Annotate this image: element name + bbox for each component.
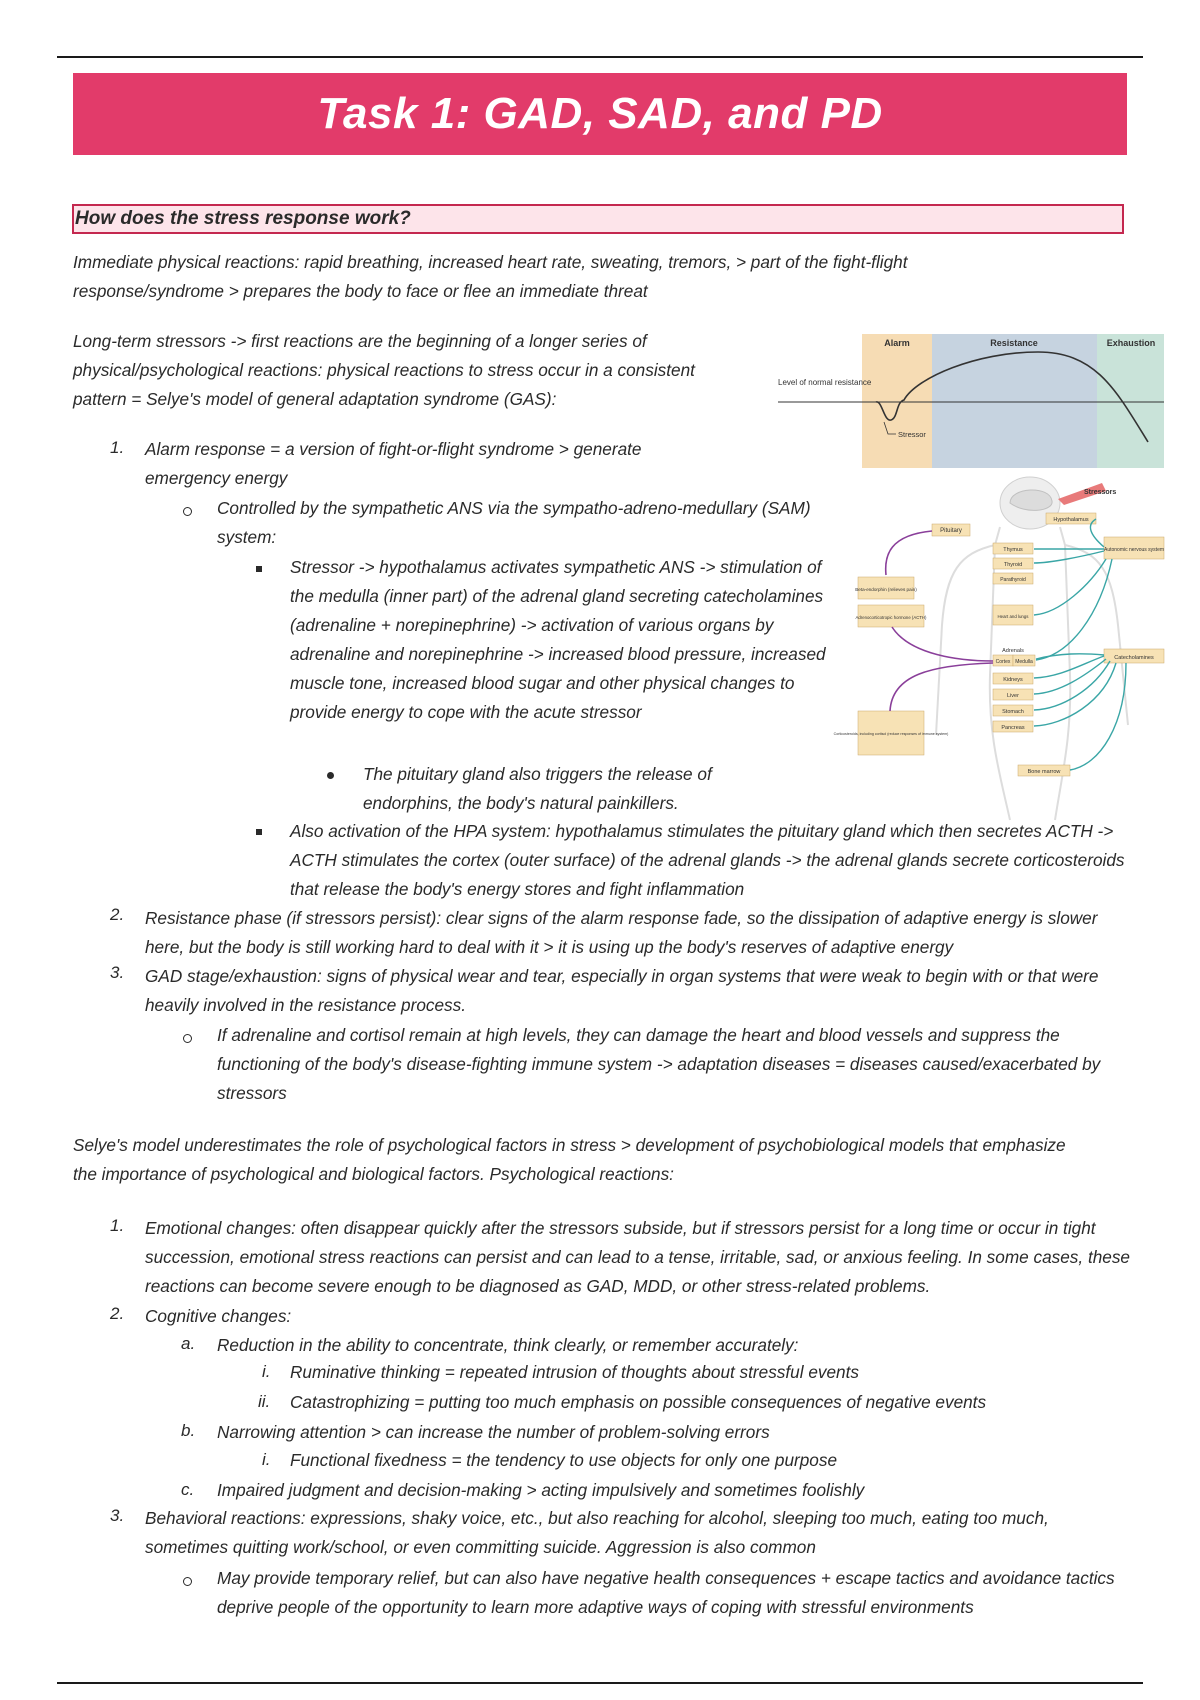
gas-pituitary-item: The pituitary gland also triggers the release of endorphins, the body's natural painkillers. (363, 764, 712, 813)
list-roman: ii. (258, 1392, 271, 1411)
list-roman: i. (262, 1450, 271, 1469)
kidneys-label: Kidneys (1003, 677, 1023, 683)
gas-hpa-item: Also activation of the HPA system: hypothalamus stimulates the pituitary gland which then secretes ACTH -> ACTH stimulates the cortex (outer surface) of the adrenal glands -> the adrenal glands secrete corticosteroids that release the body's energy stores and fight inflammation (290, 821, 1125, 899)
page-title: Task 1: GAD, SAD, and PD (317, 89, 883, 138)
adrenals-label: Adrenals (1002, 648, 1024, 654)
hypothalamus-label: Hypothalamus (1053, 517, 1089, 523)
baseline-label: Level of normal resistance (778, 378, 872, 387)
alarm-phase-band (862, 334, 932, 468)
beta-endorphin-label: Beta-endorphin (relieves pain) (855, 587, 917, 592)
adrenal-cortex-label: Cortex (995, 659, 1011, 665)
gas-resistance-item: Resistance phase (if stressors persist): clear signs of the alarm response fade, so the dissipation of adaptive energy is slower here, but the body is still working hard to deal with it > it is using up the body's reserves of adaptive energy (145, 908, 1098, 957)
adrenal-to-cortisol-arrow (890, 663, 993, 711)
bottom-rule (57, 1682, 1143, 1684)
resistance-phase-label: Resistance (990, 338, 1038, 348)
psych-emotional-item: Emotional changes: often disappear quickly after the stressors subside, but if stressors persist for a long time or occur in tight succession, emotional stress reactions can persist and can lead to a tense, irritable, sad, or anxious feeling. In some cases, these reactions can become severe enough to be diagnosed as GAD, MDD, or other stress-related problems. (145, 1218, 1130, 1296)
parathyroid-label: Parathyroid (1000, 577, 1026, 583)
stressors-label: Stressors (1084, 489, 1117, 496)
square-bullet (256, 566, 262, 572)
square-bullet (256, 829, 262, 835)
psych-cognitive-a: Reduction in the ability to concentrate, think clearly, or remember accurately: (217, 1335, 799, 1355)
list-letter: a. (181, 1334, 196, 1353)
heart-lungs-label: Heart and lungs (997, 614, 1029, 619)
adrenal-medulla-label: Medulla (1015, 659, 1033, 665)
list-roman: i. (262, 1362, 271, 1381)
psych-cognitive-b-i: Functional fixedness = the tendency to use objects for only one purpose (290, 1450, 838, 1470)
gas-exhaustion-item: GAD stage/exhaustion: signs of physical wear and tear, especially in organ systems that were weak to begin with or that were heavily involved in the resistance process. (145, 966, 1099, 1015)
psych-behavioral-item: Behavioral reactions: expressions, shaky voice, etc., but also reaching for alcohol, sleeping too much, eating too much, sometimes quitting work/school, or even committing suicide. Aggression is also common (145, 1508, 1049, 1557)
psych-cognitive-item: Cognitive changes: (145, 1306, 292, 1326)
psych-cognitive-c: Impaired judgment and decision-making > acting impulsively and sometimes foolishly (217, 1480, 865, 1500)
gas-chart-figure (776, 330, 1168, 472)
circle-bullet (183, 1034, 192, 1043)
list-number: 1. (110, 438, 125, 457)
gas-adrenaline-item: If adrenaline and cortisol remain at high levels, they can damage the heart and blood vessels and suppress the functioning of the body's disease-fighting immune system -> adaptation diseases = diseases caused/exacerbated by stressors (217, 1025, 1101, 1103)
psych-cognitive-a-ii: Catastrophizing = putting too much emphasis on possible consequences of negative events (290, 1392, 987, 1412)
psych-relief-item: May provide temporary relief, but can also have negative health consequences + escape tactics and avoidance tactics deprive people of the opportunity to learn more adaptive ways of coping with stressful environments (217, 1568, 1115, 1617)
catecholamines-label: Catecholamines (1114, 655, 1154, 661)
top-rule (57, 56, 1143, 58)
pancreas-label: Pancreas (1001, 725, 1025, 731)
list-letter: b. (181, 1421, 196, 1440)
ans-to-adrenal-arrow (1036, 559, 1112, 660)
stress-body-diagram (833, 475, 1170, 820)
list-letter: c. (181, 1480, 195, 1499)
circle-bullet (183, 1577, 192, 1586)
exhaustion-phase-band (1097, 334, 1164, 468)
ans-label: Autonomic nervous system (1103, 547, 1165, 553)
stressor-label: Stressor (898, 430, 926, 439)
dot-bullet (327, 772, 334, 779)
circle-bullet (183, 507, 192, 516)
thymus-label: Thymus (1003, 547, 1023, 553)
resistance-phase-band (932, 334, 1097, 468)
alarm-phase-label: Alarm (884, 338, 910, 348)
bone-marrow-label: Bone marrow (1027, 769, 1061, 775)
psych-cognitive-b: Narrowing attention > can increase the number of problem-solving errors (217, 1422, 770, 1442)
list-number: 2. (110, 905, 125, 924)
list-number: 1. (110, 1216, 125, 1235)
corticosteroids-label: Corticosteroids, including cortisol (reduce responses of immune system) (833, 732, 949, 736)
catechol-to-pancreas-arrow (1034, 663, 1116, 726)
psych-cognitive-a-i: Ruminative thinking = repeated intrusion of thoughts about stressful events (290, 1362, 859, 1382)
gas-sam-item: Controlled by the sympathetic ANS via the sympatho-adreno-medullary (SAM) system: (217, 498, 811, 547)
intro-paragraph-1: Immediate physical reactions: rapid breathing, increased heart rate, sweating, tremors, > part of the fight-flight response/syndrome > prepares the body to face or flee an immediate threat (73, 252, 908, 301)
title-banner (73, 73, 1127, 155)
gas-alarm-item: Alarm response = a version of fight-or-flight syndrome > generate emergency energy (145, 439, 642, 488)
list-number: 3. (110, 963, 125, 982)
pituitary-label: Pituitary (940, 528, 962, 534)
section-heading: How does the stress response work? (72, 204, 1124, 234)
acth-label: Adrenocorticotropic hormone (ACTH) (855, 615, 927, 620)
liver-label: Liver (1007, 693, 1019, 699)
selye-paragraph: Selye's model underestimates the role of psychological factors in stress > development of psychobiological models that emphasize the importance of psychological and biological factors. Psychological reactions: (73, 1135, 1066, 1184)
gas-sam-detail: Stressor -> hypothalamus activates sympathetic ANS -> stimulation of the medulla (inner part) of the adrenal gland secreting catecholamines (adrenaline + norepinephrine) -> activation of various organs by adrenaline and norepinephrine -> increased blood pressure, increased muscle tone, increased blood sugar and other physical changes to provide energy to cope with the acute stressor (290, 557, 826, 722)
stomach-label: Stomach (1002, 709, 1024, 715)
list-number: 2. (110, 1304, 125, 1323)
exhaustion-phase-label: Exhaustion (1106, 338, 1156, 348)
intro-paragraph-2: Long-term stressors -> first reactions are the beginning of a longer series of physical/psychological reactions: physical reactions to stress occur in a consistent pattern = Selye's model of general adaptation syndrome (GAS): (73, 331, 695, 409)
pituitary-to-endorphin-arrow (886, 531, 932, 575)
list-number: 3. (110, 1506, 125, 1525)
thyroid-label: Thyroid (1003, 562, 1023, 568)
